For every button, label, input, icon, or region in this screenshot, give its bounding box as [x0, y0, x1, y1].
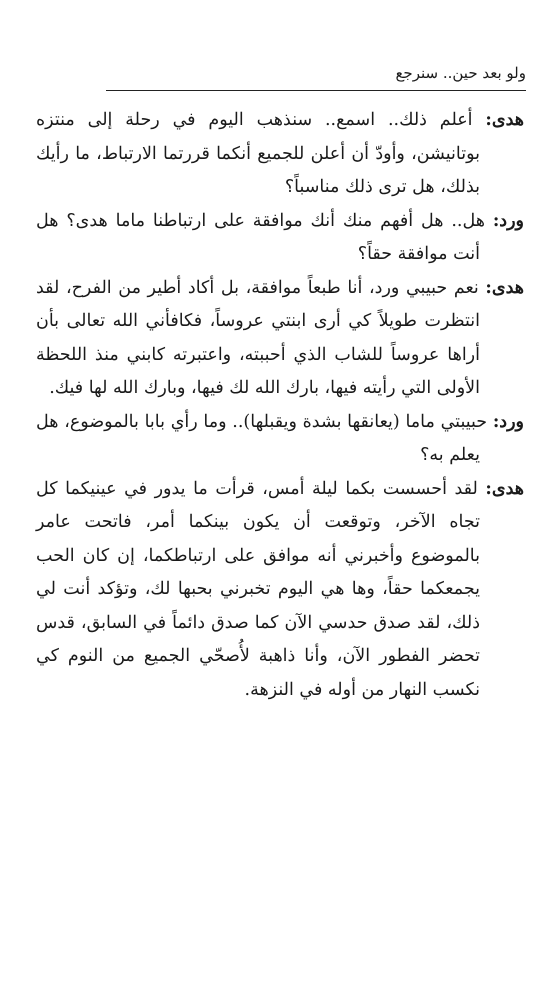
dialogue-paragraph — [36, 473, 524, 708]
dialogue-paragraph — [36, 272, 524, 406]
paragraph-text: أعلم ذلك.. اسمع.. سنذهب اليوم في رحلة إلى منتزه بوتانيشن، وأودّ أن أعلن للجميع أنكما قررتما الارتباط، ما رأيك بذلك، هل ترى ذلك مناسباً؟ — [36, 110, 480, 197]
speaker-name: ورد: — [492, 411, 524, 432]
paragraph-text: حبيبتي ماما (يعانقها بشدة ويقبلها).. وما رأي بابا بالموضوع، هل يعلم به؟ — [36, 411, 488, 465]
paragraph-text: نعم حبيبي ورد، أنا طبعاً موافقة، بل أكاد أطير من الفرح، لقد انتظرت طويلاً كي أرى ابنتي عروساً، فكافأني الله تعالى بأن أراها عروساً للشاب الذي أحببته، واعتبرته كابني منذ اللحظة الأولى التي رأيته فيها، بارك الله لك فيها، وبارك الله لها فيك. — [36, 277, 480, 398]
speaker-name: ورد: — [492, 210, 524, 231]
paragraph-text: هل.. هل أفهم منك أنك موافقة على ارتباطنا ماما هدى؟ هل أنت موافقة حقاً؟ — [36, 210, 485, 264]
speaker-name: هدى: — [485, 110, 524, 130]
paragraph-text: لقد أحسست بكما ليلة أمس، قرأت ما يدور في عينيكما كل تجاه الآخر، وتوقعت أن يكون بينكما أمر، فاتحت عامر بالموضوع وأخبرني أنه موافق على ارتباطكما، إن كان الحب يجمعكما حقاً، وها هي اليوم تخبرني بحبها لك، وتؤكد أنت لي ذلك، لقد صدق حدسي الآن كما صدق دائماً في السابق، قدس تحضر الفطور الآن، وأنا ذاهبة لأُصحّي الجميع من النوم كي نكسب النهار من أوله في النزهة. — [36, 478, 480, 700]
speaker-name: هدى: — [485, 277, 524, 298]
book-title: ولو بعد حين.. سنرجع — [395, 64, 526, 82]
running-header — [106, 62, 526, 91]
dialogue-paragraph — [36, 104, 524, 205]
dialogue-paragraph — [36, 205, 524, 272]
dialogue-paragraph — [36, 406, 524, 473]
dialogue-body — [36, 104, 524, 707]
speaker-name: هدى: — [485, 478, 524, 499]
